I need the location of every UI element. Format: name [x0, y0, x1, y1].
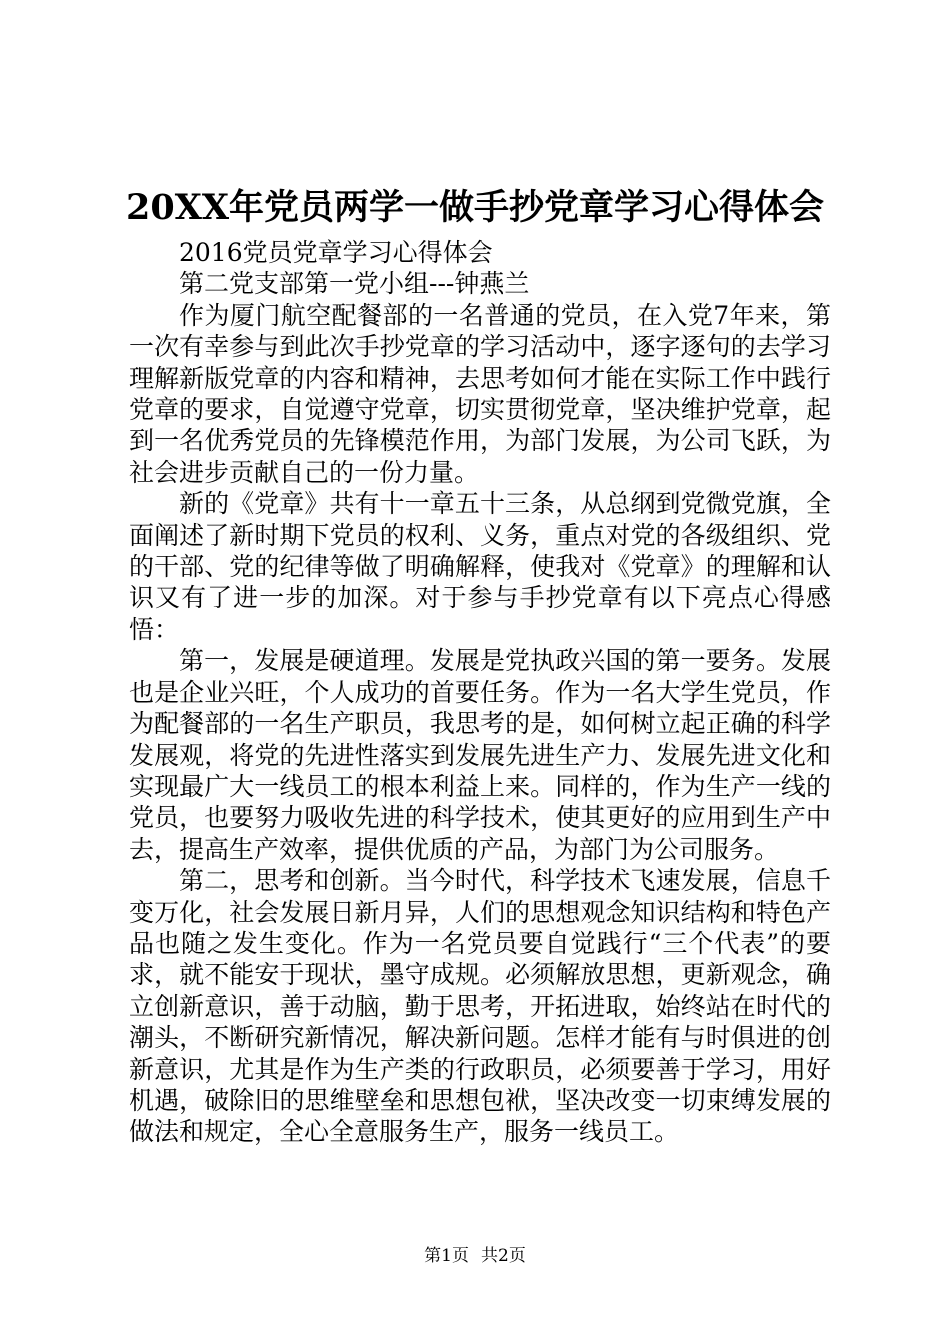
page-current-label: 第1页 — [424, 1246, 469, 1266]
document-title: 20XX年党员两学一做手抄党章学习心得体会 — [125, 187, 825, 228]
author-line: 第二党支部第一党小组---钟燕兰 — [179, 269, 530, 299]
subtitle-line: 2016党员党章学习心得体会 — [179, 238, 493, 267]
paragraph-2: 新的《党章》共有十一章五十三条，从总纲到党微党旗，全面阐述了新时期下党员的权利、义务，重点对党的各级组织、党的干部、党的纪律等做了明确解释，使我对《党章》的理解和认识又有了进一步的加深。对于参与手抄党章有以下亮点心得感悟： — [129, 489, 831, 644]
page-footer — [0, 1244, 950, 1268]
paragraph-4: 第二，思考和创新。当今时代，科学技术飞速发展，信息千变万化，社会发展日新月异，人们的思想观念知识结构和特色产品也随之发生变化。作为一名党员要自觉践行“三个代表”的要求，就不能安于现状，墨守成规。必须解放思想，更新观念，确立创新意识，善于动脑，勤于思考，开拓进取，始终站在时代的潮头，不断研究新情况，解决新问题。怎样才能有与时俱进的创新意识，尤其是作为生产类的行政职员，必须要善于学习，用好机遇，破除旧的思维壁垒和思想包袱，坚决改变一切束缚发展的做法和规定，全心全意服务生产，服务一线员工。 — [129, 866, 831, 1147]
paragraph-3: 第一，发展是硬道理。发展是党执政兴国的第一要务。发展也是企业兴旺，个人成功的首要任务。作为一名大学生党员，作为配餐部的一名生产职员，我思考的是，如何树立起正确的科学发展观，将党的先进性落实到发展先进生产力、发展先进文化和实现最广大一线员工的根本利益上来。同样的，作为生产一线的党员，也要努力吸收先进的科学技术，使其更好的应用到生产中去，提高生产效率，提供优质的产品，为部门为公司服务。 — [129, 646, 831, 864]
document-body — [129, 237, 831, 1148]
paragraph-1: 作为厦门航空配餐部的一名普通的党员，在入党7年来，第一次有幸参与到此次手抄党章的学习活动中，逐字逐句的去学习理解新版党章的内容和精神，去思考如何才能在实际工作中践行党章的要求，自觉遵守党章，切实贯彻党章，坚决维护党章，起到一名优秀党员的先锋模范作用，为部门发展，为公司飞跃，为社会进步贡献自己的一份力量。 — [129, 300, 831, 487]
page-total-label: 共2页 — [481, 1246, 526, 1266]
